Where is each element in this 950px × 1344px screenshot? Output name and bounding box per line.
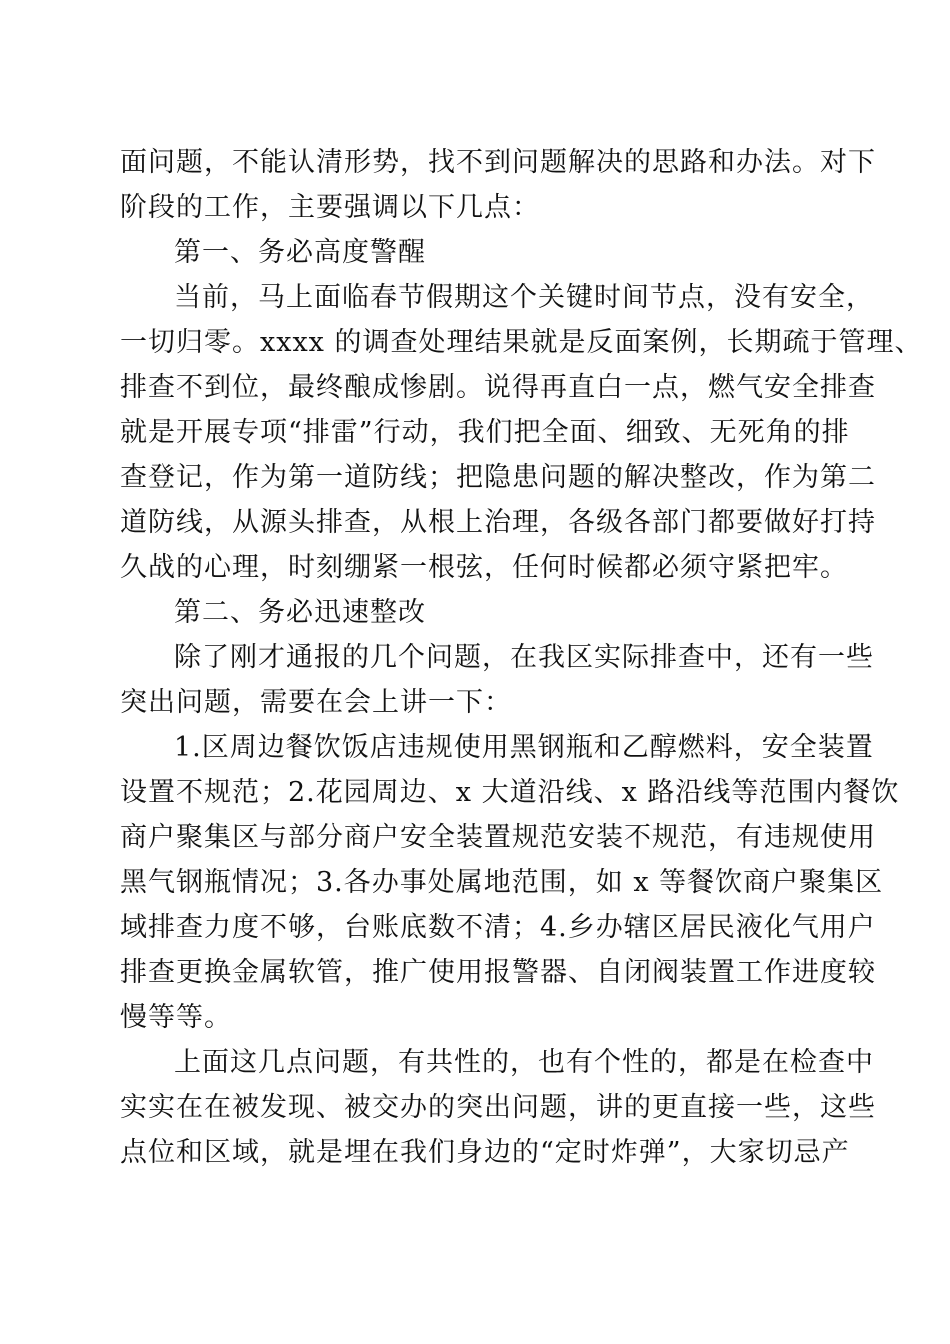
text-line: 排查不到位，最终酿成惨剧。说得再直白一点，燃气安全排查 (120, 372, 876, 403)
section-heading-1: 第一、务必高度警醒 (174, 237, 426, 268)
text-line: 设置不规范；2.花园周边、x 大道沿线、x 路沿线等范围内餐饮 (120, 777, 900, 808)
text-line: 当前，马上面临春节假期这个关键时间节点，没有安全， (174, 282, 874, 313)
text-line: 一切归零。xxxx 的调查处理结果就是反面案例，长期疏于管理、 (120, 327, 923, 358)
text-line: 久战的心理，时刻绷紧一根弦，任何时候都必须守紧把牢。 (120, 552, 848, 583)
text-line: 除了刚才通报的几个问题，在我区实际排查中，还有一些 (174, 642, 874, 673)
text-line: 上面这几点问题，有共性的，也有个性的，都是在检查中 (174, 1047, 874, 1078)
text-line: 实实在在被发现、被交办的突出问题，讲的更直接一些，这些 (120, 1092, 876, 1123)
text-line: 查登记，作为第一道防线；把隐患问题的解决整改，作为第二 (120, 462, 876, 493)
text-line: 黑气钢瓶情况；3.各办事处属地范围，如 x 等餐饮商户聚集区 (120, 867, 884, 898)
section-heading-2: 第二、务必迅速整改 (174, 597, 426, 628)
text-line: 域排查力度不够，台账底数不清；4.乡办辖区居民液化气用户 (120, 912, 876, 943)
text-line: 排查更换金属软管，推广使用报警器、自闭阀装置工作进度较 (120, 957, 876, 988)
text-line: 点位和区域，就是埋在我们身边的“定时炸弹”，大家切忌产 (120, 1137, 850, 1168)
text-line: 1.区周边餐饮饭店违规使用黑钢瓶和乙醇燃料，安全装置 (174, 732, 874, 763)
text-line: 道防线，从源头排查，从根上治理，各级各部门都要做好打持 (120, 507, 876, 538)
text-line: 阶段的工作，主要强调以下几点： (120, 192, 540, 223)
text-line: 突出问题，需要在会上讲一下： (120, 687, 512, 718)
text-line: 商户聚集区与部分商户安全装置规范安装不规范，有违规使用 (120, 822, 876, 853)
text-line: 就是开展专项“排雷”行动，我们把全面、细致、无死角的排 (120, 417, 850, 448)
text-line: 面问题，不能认清形势，找不到问题解决的思路和办法。对下 (120, 147, 876, 178)
text-line: 慢等等。 (120, 1002, 232, 1033)
